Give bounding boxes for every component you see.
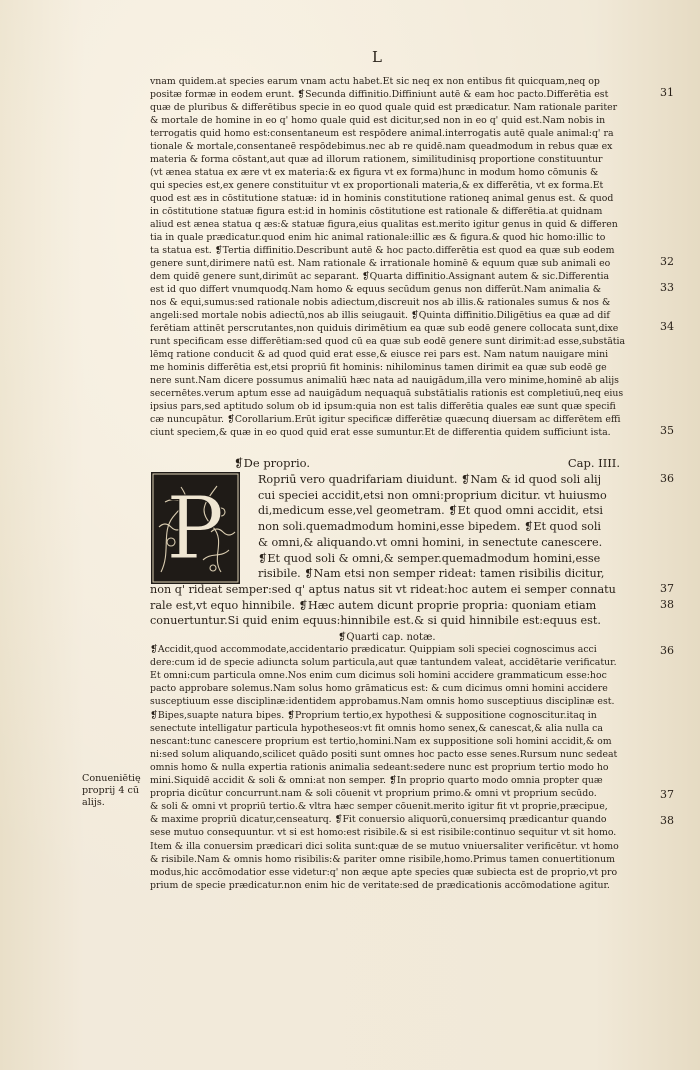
text-line: mini.Siquidē accidit & soli & omni:at non semper. ❡In proprio quarto modo omnia propter quæ: [150, 775, 603, 786]
text-line: omnis homo & nulla expertia rationis animalia sedeant:sedere nunc est proprium tertio modo ho: [150, 761, 609, 773]
paragraph-number: 31: [660, 86, 674, 99]
text-line: modus,hic accōmodatior esse videtur:q' non æque apte species quæ subiecta est de proprio,vt pro: [150, 866, 618, 878]
text-line: Item & illa conuersim prædicari dici solita sunt:quæ de se mutuo vniuersaliter verificētur. vt homo: [150, 840, 619, 852]
text-line: nescant:tunc canescere proprium est tertio,homini.Nam ex suppositione soli homini accidit,& om: [150, 735, 612, 747]
text-line: ❡Et quod soli & omni,& semper.quemadmodum homini,esse: [258, 551, 601, 565]
margin-note-line: proprij 4 cū: [82, 785, 140, 796]
text-line: tia in quale prædicatur.quod enim hic animal rationale:illic æs & figura.& quod hic homo:illic to: [150, 232, 606, 243]
text-line: ni:sed solum aliquando,scilicet quādo positi sunt omnes hoc pacto esse senes.Rursum nunc sedeat: [150, 748, 618, 760]
text-line: Ropriū vero quadrifariam diuidunt. ❡Nam & id quod soli alij: [258, 473, 602, 486]
chapter-heading: [150, 456, 650, 472]
text-line: qui species est,ex genere constituitur vt ex proportionali materia,& ex differētia, vt ex forma.Et: [150, 180, 604, 191]
margin-note: [82, 773, 152, 809]
text-line: pacto approbare solemus.Nam solus homo grāmaticus est: & cum dicimus omni homini accidere: [150, 683, 608, 695]
paragraph-number: 34: [660, 320, 674, 333]
text-line: ipsius pars,sed aptitudo solum ob id ipsum:quia non est talis differētia quales eæ sunt quæ specifi: [150, 401, 616, 412]
text-line: quæ de pluribus & differētibus specie in eo quod quale quid est prædicatur. Nam rationale pariter: [150, 102, 618, 113]
text-line: tionale & mortale,consentaneē respōdebimus.nec ab re quidē.nam queadmodum in rebus quæ ex: [150, 141, 613, 152]
decorated-initial-art: [151, 472, 240, 584]
paragraph-number: 33: [660, 281, 674, 294]
text-line: ferētiam attinēt perscrutantes,non quiduis dirimētium ea quæ sub eodē genere collocata sunt,dixe: [150, 323, 619, 334]
text-line: prium de specie prædicatur.non enim hic de veritate:sed de prædicationis accōmodatione agitur.: [150, 879, 610, 891]
text-line: positæ formæ in eodem erunt. ❡Secunda diffinitio.Diffiniunt autē & eam hoc pacto.Differētia est: [150, 89, 609, 100]
text-line: me hominis differētia est,etsi propriū fit hominis: nihilominus tamen dirimit ea quæ sub eodē ge: [150, 362, 607, 373]
paragraph-number: 36: [660, 472, 674, 485]
text-line: sese mutuo consequuntur. vt si est homo:est risibile.& si est risibile:continuo sequitur vt sit homo.: [150, 827, 617, 839]
paragraph-number: 36: [660, 644, 674, 657]
text-line: ❡Accidit,quod accommodate,accidentario prædicatur. Quippiam soli speciei cognoscimus acci: [150, 644, 597, 655]
text-line: runt specificam esse differētiam:sed quod cū ea quæ sub eodē genere sunt dirimit:ad esse,substātia: [150, 336, 626, 347]
text-line: nos & equi,sumus:sed rationale nobis adiectum,discreuit nos ab illis.& rationales sumus & nos &: [150, 297, 611, 308]
text-line: Et omni:cum particula omne.Nos enim cum dicimus soli homini accidere grammaticum esse:hoc: [150, 670, 607, 682]
decorated-initial: [151, 472, 240, 584]
text-line: cæ nuncupātur. ❡Corollarium.Erūt igitur specificæ differētiæ quæcunq diuersam ac differētem effi: [150, 414, 621, 425]
text-line: cui speciei accidit,etsi non omni:proprium dicitur. vt huiusmo: [258, 488, 607, 502]
text-line: susceptiuum esse disciplinæ:identidem approbamus.Nam omnis homo susceptiuus disciplinæ est.: [150, 696, 615, 708]
text-line: ❡Bipes,suapte natura bipes. ❡Proprium tertio,ex hypothesi & suppositione cognoscitur.itaq in: [150, 709, 597, 721]
text-line: senectute intelligatur particula hypotheseos:vt fit omnis homo senex,& canescat,& alia nulla ca: [150, 722, 603, 734]
paragraph-number: 32: [660, 255, 674, 268]
initial-letter: P: [166, 479, 224, 579]
text-line: & risibile.Nam & omnis homo risibilis:& pariter omne risibile,homo.Primus tamen conuertitionum: [150, 853, 615, 865]
text-line: & omni,& aliquando.vt omni homini, in senectute canescere.: [258, 535, 603, 549]
text-line: risibile. ❡Nam etsi non semper rideat: tamen risibilis dicitur,: [258, 567, 605, 581]
text-line: aliud est ænea statua q æs:& statuæ figura,eius qualitas est.merito igitur genus in quid & differen: [150, 219, 618, 230]
text-line: quod est æs in cōstitutione statuæ: id in hominis constitutione rationeq animal genus est. & quod: [150, 193, 614, 204]
text-line: angeli:sed mortale nobis adiectū,nos ab illis seiugauit. ❡Quinta diffinitio.Diligētius ea quæ ad dif: [150, 310, 610, 321]
text-line: est id quo differt vnumquodq.Nam homo & equus secūdum genus non differūt.Nam animalia &: [150, 284, 602, 295]
text-line: propria dicūtur concurrunt.nam & soli cōuenit vt proprium primo.& omni vt proprium secūdo.: [150, 788, 597, 800]
text-line: & maxime propriū dicatur,censeaturq. ❡Fit conuersio aliquorū,conuersimq prædicantur quando: [150, 814, 607, 826]
margin-note-line: alijs.: [82, 797, 105, 808]
text-line: vnam quidem.at species earum vnam actu habet.Et sic neq ex non entibus fit quicquam,neq op: [150, 76, 600, 87]
paragraph-number: 35: [660, 424, 674, 437]
chapter-number: Cap. IIII.: [567, 456, 620, 470]
text-line: (vt ænea statua ex ære vt ex materia:& ex figura vt ex forma)hunc in modum homo cōmunis &: [150, 167, 599, 178]
text-line: secernētes.verum aptum esse ad nauigādum nequaquā substātialis rationis est completiuū,neq eius: [150, 388, 624, 399]
text-line: in cōstitutione statuæ figura est:id in hominis cōstitutione est rationale & differētia.at quidnam: [150, 206, 603, 217]
text-line: di,medicum esse,vel geometram. ❡Et quod omni accidit, etsi: [258, 504, 603, 518]
text-line: materia & forma cōstant,aut quæ ad illorum rationem, similitudinisq proportione constituuntur: [150, 154, 603, 165]
text-line: non soli.quemadmodum homini,esse bipedem. ❡Et quod soli: [258, 520, 602, 534]
text-line: lēmq ratione conducit & ad quod quid erat esse,& eiusce rei pars est. Nam natum nauigare mini: [150, 349, 609, 360]
text-line: rale est,vt equo hinnibile. ❡Hæc autem dicunt proprie propria: quoniam etiam: [150, 598, 597, 612]
folio-letter: L: [372, 48, 383, 66]
paragraph-number: 37: [660, 788, 674, 802]
chapter-title: ❡De proprio.: [234, 456, 311, 470]
text-line: genere sunt,dirimere natū est. Nam rationale & irrationale hominē & equum quæ sub animali eo: [150, 258, 611, 269]
text-line: ciunt speciem,& quæ in eo quod quid erat esse sumuntur.Et de differentia quidem sufficiunt ista.: [150, 427, 611, 438]
paragraph-number: 37: [660, 581, 674, 595]
text-line: non q' rideat semper:sed q' aptus natus sit vt rideat:hoc autem ei semper connatu: [150, 582, 616, 596]
text-line: nere sunt.Nam dicere possumus animaliū hæc nata ad nauigādum,illa vero minime,hominē ab alijs: [150, 375, 619, 386]
text-line: dem quidē genere sunt,dirimūt ac separant. ❡Quarta diffinitio.Assignant autem & sic.Differentia: [150, 271, 610, 282]
text-line: dere:cum id de specie adiuncta solum particula,aut quæ tantundem valeat, accidētarie verificatur.: [150, 657, 617, 669]
notes-heading: ❡Quarti cap. notæ.: [338, 632, 436, 643]
text-line: ta statua est. ❡Tertia diffinitio.Describunt autē & hoc pacto.differētia est quod ea quæ sub eodem: [150, 245, 615, 256]
margin-note-line: Conueniētię: [82, 773, 141, 784]
text-line: terrogatis quid homo est:consentaneum est respōdere animal.interrogatis autē quale animal:q' ra: [150, 128, 614, 139]
text-line: & mortale de homine in eo q' homo quale quid est dicitur,sed non in eo q' quid est.Nam nobis in: [150, 115, 606, 126]
paragraph-number: 38: [660, 814, 674, 828]
paragraph-number: 38: [660, 597, 674, 611]
text-line: conuertuntur.Si quid enim equus:hinnibile est.& si quid hinnibile est:equus est.: [150, 614, 601, 628]
text-line: & soli & omni vt propriū tertio.& vltra hæc semper cōuenit.merito igitur fit vt proprie,præcipue,: [150, 801, 608, 813]
